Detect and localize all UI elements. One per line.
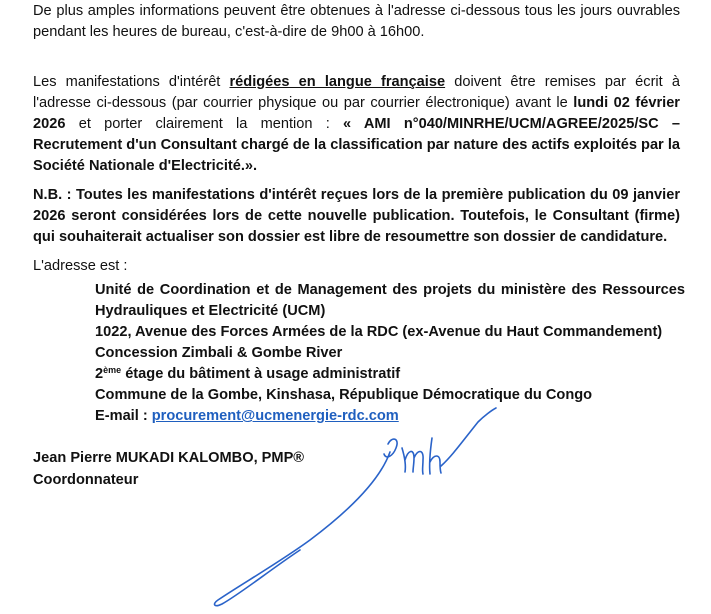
nb-paragraph-text: N.B. : Toutes les manifestations d'intérêt reçues lors de la première publication du 09 janvier 2026 seront considérées lors de cette nouvelle publication. Toutefois, le Consultant (firme) qui souhaiterait actualiser son dossier est libre de resoumettre son dossier de candidature. xyxy=(33,187,680,245)
signer-name: Jean Pierre MUKADI KALOMBO, PMP® xyxy=(33,450,305,466)
submission-text-3: et porter clairement la mention : xyxy=(65,116,344,132)
handwritten-signature xyxy=(200,400,500,614)
submission-text-1: Les manifestations d'intérêt xyxy=(33,74,230,90)
submission-text-2: doivent être remises par écrit à l'adresse ci-dessous (par courrier physique ou par courrier électronique) avant le xyxy=(33,74,680,111)
address-floor xyxy=(95,364,685,385)
info-paragraph xyxy=(33,1,680,43)
address-street: 1022, Avenue des Forces Armées de la RDC (ex-Avenue du Haut Commandement) xyxy=(95,324,663,340)
signer-title: Coordonnateur xyxy=(33,472,139,488)
floor-description: étage du bâtiment à usage administratif xyxy=(121,366,401,382)
email-link[interactable]: procurement@ucmenergie-rdc.com xyxy=(151,408,399,424)
address-intro xyxy=(33,256,680,277)
info-paragraph-text: De plus amples informations peuvent être obtenues à l'adresse ci-dessous tous les jours ouvrables pendant les heures de bureau, c'est-à-dire de 9h00 à 16h00. xyxy=(33,3,680,40)
floor-superscript: ème xyxy=(103,365,122,375)
floor-number: 2 xyxy=(95,366,104,382)
email-label: E-mail : xyxy=(95,408,152,424)
address-city: Commune de la Gombe, Kinshasa, République Démocratique du Congo xyxy=(95,387,593,403)
nb-paragraph xyxy=(33,185,680,248)
ami-mention: « AMI n°040/MINRHE/UCM/AGREE/2025/SC – Recrutement d'un Consultant chargé de la classification par nature des actifs exploités par la Société Nationale d'Electricité.». xyxy=(33,116,680,174)
address-concession: Concession Zimbali & Gombe River xyxy=(95,345,343,361)
address-organization: Unité de Coordination et de Management des projets du ministère des Ressources Hydrauliques et Electricité (UCM) xyxy=(95,282,685,319)
address-intro-text: L'adresse est : xyxy=(33,258,128,274)
deadline-date: lundi 02 février 2026 xyxy=(33,95,680,132)
submission-paragraph xyxy=(33,72,680,177)
language-requirement: rédigées en langue française xyxy=(229,74,446,90)
